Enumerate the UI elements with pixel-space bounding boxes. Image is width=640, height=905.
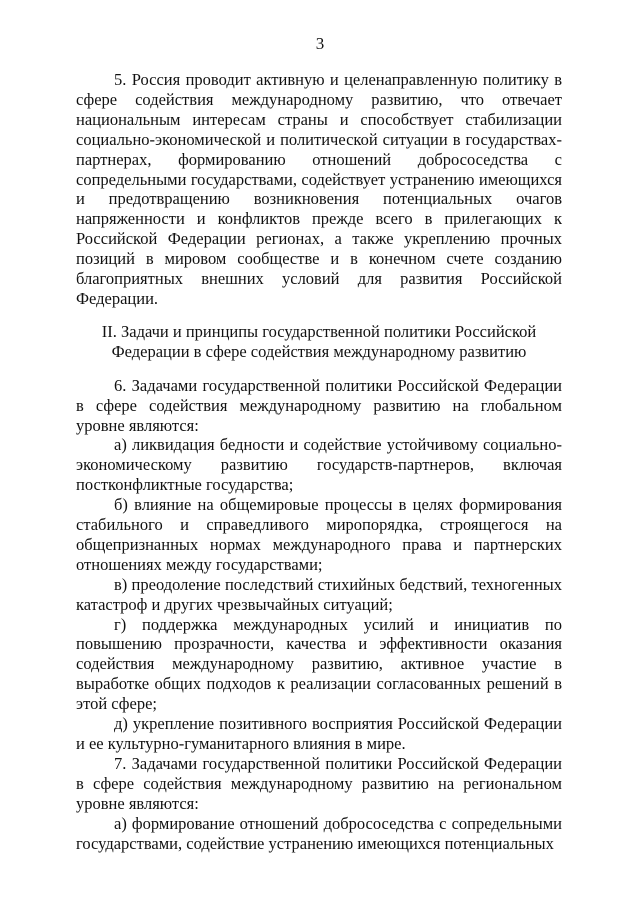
paragraph-6-intro: 6. Задачами государственной политики Российской Федерации в сфере содействия международному развитию на глобальном уровне являются: [76, 375, 562, 435]
paragraph-6-item-v: в) преодоление последствий стихийных бедствий, техногенных катастроф и других чрезвычайных ситуаций; [76, 574, 562, 614]
document-body [76, 70, 562, 853]
paragraph-5: 5. Россия проводит активную и целенаправленную политику в сфере содействия международному развитию, что отвечает национальным интересам страны и способствует стабилизации социально-экономической и политической ситуации в государствах-партнерах, формированию отношений добрососедства с сопредельными государствами, содействует устранению имеющихся и предотвращению возникновения потенциальных очагов напряженности и конфликтов прежде всего в прилегающих к Российской Федерации регионах, а также укреплению прочных позиций в мировом сообществе и в конечном счете созданию благоприятных внешних условий для развития Российской Федерации. [76, 70, 562, 308]
paragraph-6-item-b: б) влияние на общемировые процессы в целях формирования стабильного и справедливого миропорядка, строящегося на общепризнанных нормах международного права и партнерских отношениях между государствами; [76, 495, 562, 574]
paragraph-6-item-g: г) поддержка международных усилий и инициатив по повышению прозрачности, качества и эффективности оказания содействия международному развитию, активное участие в выработке общих подходов к реализации согласованных решений в этой сфере; [76, 614, 562, 714]
paragraph-7-intro: 7. Задачами государственной политики Российской Федерации в сфере содействия международному развитию на региональном уровне являются: [76, 753, 562, 813]
paragraph-6-item-d: д) укрепление позитивного восприятия Российской Федерации и ее культурно-гуманитарного влияния в мире. [76, 714, 562, 753]
section-heading: II. Задачи и принципы государственной политики Российской Федерации в сфере содействия международному развитию [101, 321, 537, 361]
page-number: 3 [315, 34, 325, 53]
paragraph-6-item-a: а) ликвидация бедности и содействие устойчивому социально-экономическому развитию государств-партнеров, включая постконфликтные государства; [76, 435, 562, 495]
paragraph-7-item-a: а) формирование отношений добрососедства с сопредельными государствами, содействие устранению имеющихся потенциальных [76, 813, 562, 853]
